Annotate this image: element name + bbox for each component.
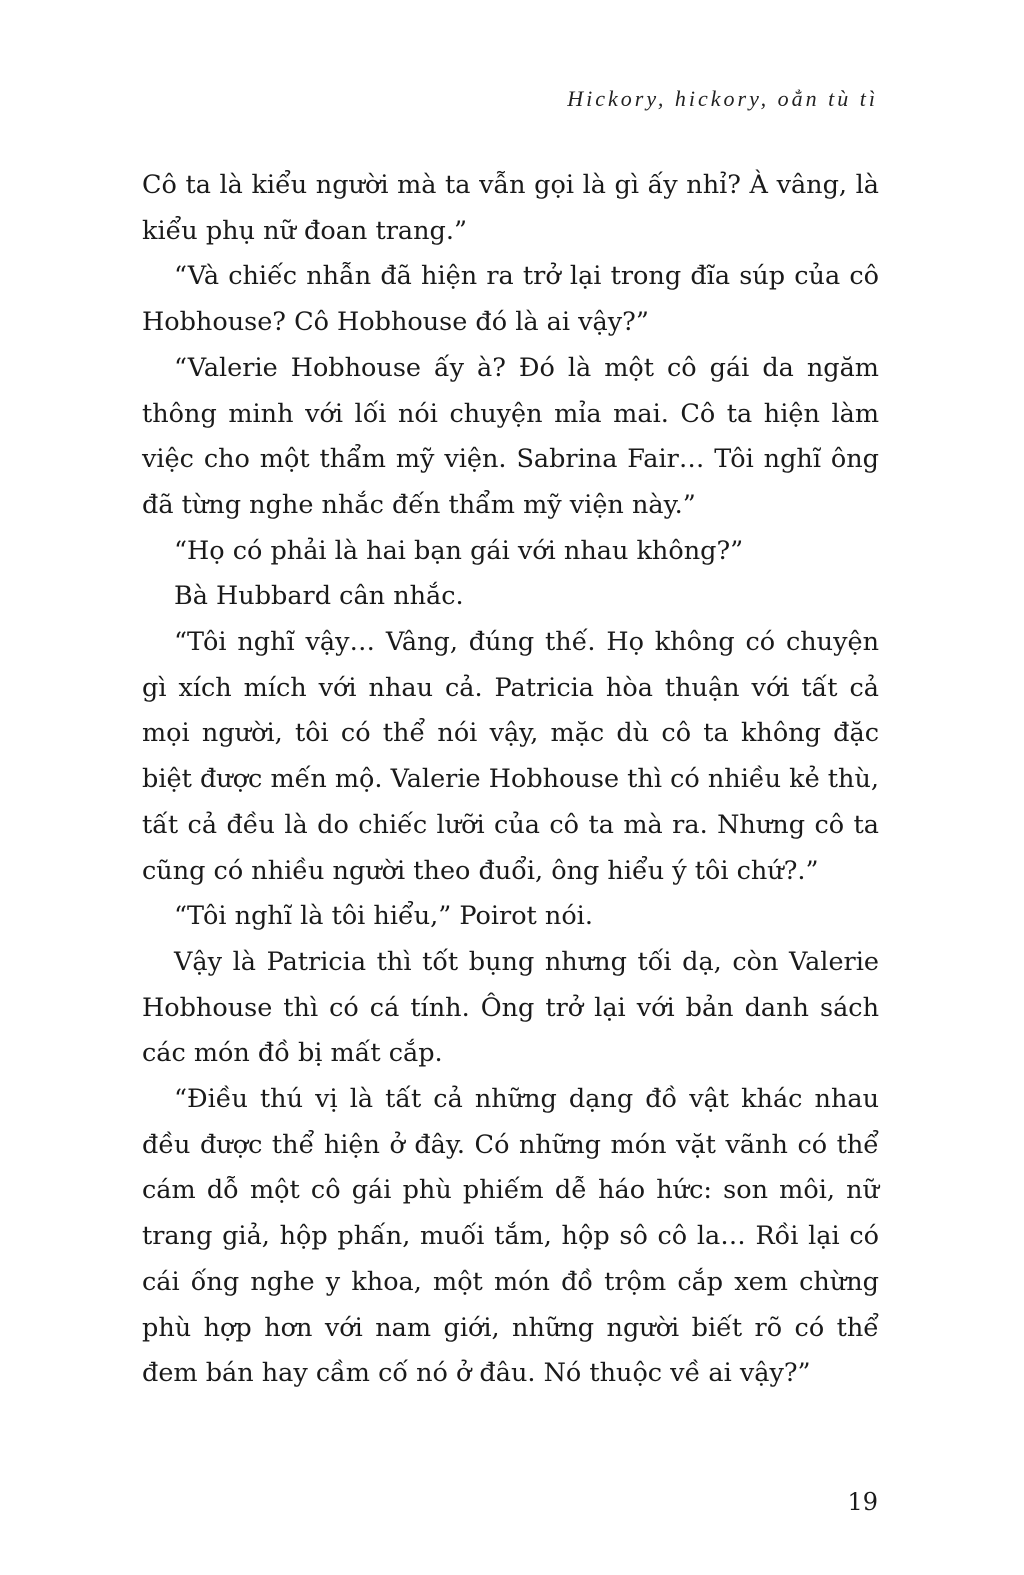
paragraph: “Tôi nghĩ vậy… Vâng, đúng thế. Họ không có chuyện gì xích mích với nhau cả. Patricia hòa thuận với tất cả mọi người, tôi có thể nói vậy, mặc dù cô ta không đặc biệt được mến mộ. Valerie Hobhouse thì có nhiều kẻ thù, tất cả đều là do chiếc lưỡi của cô ta mà ra. Nhưng cô ta cũng có nhiều người theo đuổi, ông hiểu ý tôi chứ?.” [142,627,879,886]
paragraph: “Họ có phải là hai bạn gái với nhau không?” [174,535,744,566]
running-header: Hickory, hickory, oẳn tù tì [567,86,878,111]
paragraph: “Valerie Hobhouse ấy à? Đó là một cô gái da ngăm thông minh với lối nói chuyện mỉa mai. Cô ta hiện làm việc cho một thẩm mỹ viện. Sabrina Fair… Tôi nghĩ ông đã từng nghe nhắc đến thẩm mỹ viện này.” [142,352,879,520]
paragraph: Vậy là Patricia thì tốt bụng nhưng tối dạ, còn Valerie Hobhouse thì có cá tính. Ông trở lại với bản danh sách các món đồ bị mất cắp. [142,946,879,1069]
page-number: 19 [847,1488,878,1516]
paragraph: “Tôi nghĩ là tôi hiểu,” Poirot nói. [174,901,593,932]
paragraph: “Và chiếc nhẫn đã hiện ra trở lại trong đĩa súp của cô Hobhouse? Cô Hobhouse đó là ai vậy?” [142,261,879,338]
body-text [142,163,879,1397]
paragraph: Bà Hubbard cân nhắc. [174,581,464,612]
paragraph: “Điều thú vị là tất cả những dạng đồ vật khác nhau đều được thể hiện ở đây. Có những món vặt vãnh có thể cám dỗ một cô gái phù phiếm dễ háo hức: son môi, nữ trang giả, hộp phấn, muối tắm, hộp sô cô la… Rồi lại có cái ống nghe y khoa, một món đồ trộm cắp xem chừng phù hợp hơn với nam giới, những người biết rõ có thể đem bán hay cầm cố nó ở đâu. Nó thuộc về ai vậy?” [142,1084,879,1389]
paragraph: Cô ta là kiểu người mà ta vẫn gọi là gì ấy nhỉ? À vâng, là kiểu phụ nữ đoan trang.” [142,170,879,246]
